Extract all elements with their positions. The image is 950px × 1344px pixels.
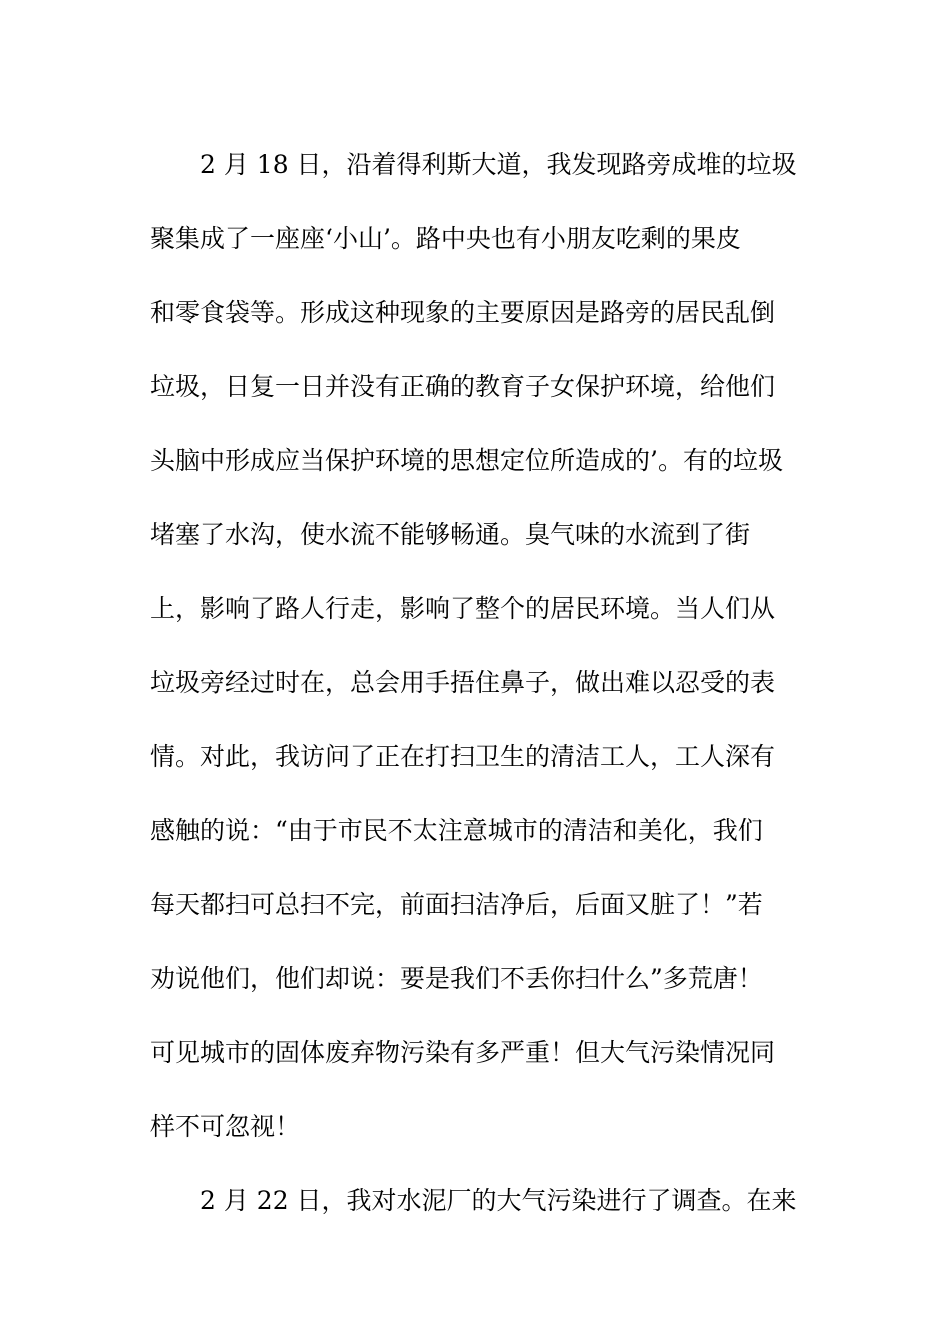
paragraph-1-line-2: 聚集成了一座座‘小山’。路中央也有小朋友吃剩的果皮: [150, 224, 741, 253]
paragraph-1-line-1: 2 月 18 日，沿着得利斯大道，我发现路旁成堆的垃圾: [200, 150, 797, 179]
paragraph-1-line-13: 可见城市的固体废弃物污染有多严重！但大气污染情况同: [150, 1038, 776, 1067]
paragraph-1-line-3: 和零食袋等。形成这种现象的主要原因是路旁的居民乱倒: [150, 298, 776, 327]
paragraph-1-line-10: 感触的说：“由于市民不太注意城市的清洁和美化，我们: [150, 816, 763, 845]
paragraph-1-line-7: 上，影响了路人行走，影响了整个的居民环境。当人们从: [150, 594, 776, 623]
paragraph-1-line-9: 情。对此，我访问了正在打扫卫生的清洁工人，工人深有: [150, 742, 776, 771]
paragraph-1-line-5: 头脑中形成应当保护环境的思想定位所造成的’。有的垃圾: [150, 446, 783, 475]
paragraph-1-line-14: 样不可忽视！: [150, 1112, 301, 1141]
body-text: [150, 128, 810, 1238]
paragraph-2-line-1: 2 月 22 日，我对水泥厂的大气污染进行了调查。在来: [200, 1186, 797, 1215]
paragraph-1-line-8: 垃圾旁经过时在，总会用手捂住鼻子，做出难以忍受的表: [150, 668, 776, 697]
paragraph-1-line-6: 堵塞了水沟，使水流不能够畅通。臭气味的水流到了街: [150, 520, 751, 549]
paragraph-1-line-11: 每天都扫可总扫不完，前面扫洁净后，后面又脏了！”若: [150, 890, 763, 919]
paragraph-1-line-12: 劝说他们，他们却说：要是我们不丢你扫什么”多荒唐！: [150, 964, 763, 993]
paragraph-1-line-4: 垃圾，日复一日并没有正确的教育子女保护环境，给他们: [150, 372, 776, 401]
